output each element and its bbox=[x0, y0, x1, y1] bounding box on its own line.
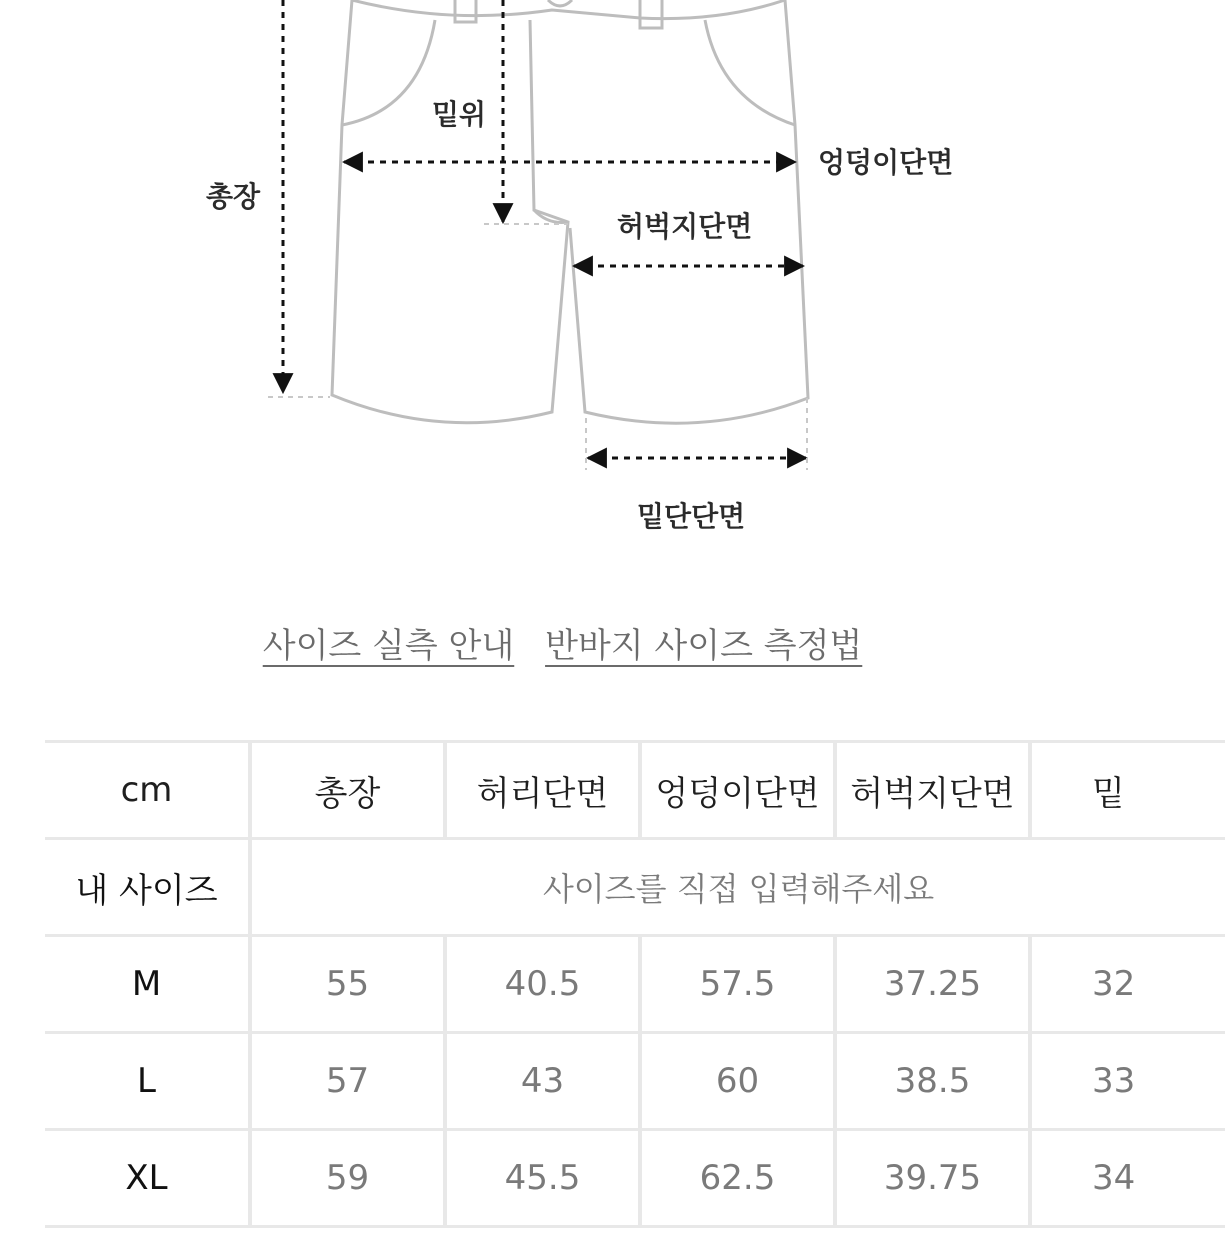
size-label: L bbox=[45, 1033, 250, 1130]
table-cell: 55 bbox=[250, 936, 445, 1033]
unit-header: cm bbox=[45, 742, 250, 839]
size-guide-link[interactable]: 사이즈 실측 안내 bbox=[262, 626, 515, 666]
table-row bbox=[45, 1130, 1225, 1227]
table-cell: 39.75 bbox=[835, 1130, 1030, 1227]
table-row bbox=[45, 1033, 1225, 1130]
shorts-measurement-diagram bbox=[0, 0, 1125, 580]
table-cell: 33 bbox=[1030, 1033, 1225, 1130]
table-cell: 59 bbox=[250, 1130, 445, 1227]
table-cell: 37.25 bbox=[835, 936, 1030, 1033]
column-header: 엉덩이단면 bbox=[640, 742, 835, 839]
table-cell: 62.5 bbox=[640, 1130, 835, 1227]
table-cell: 43 bbox=[445, 1033, 640, 1130]
column-header: 밑 bbox=[1030, 742, 1225, 839]
size-table bbox=[45, 740, 1225, 1228]
table-cell: 38.5 bbox=[835, 1033, 1030, 1130]
size-label: XL bbox=[45, 1130, 250, 1227]
measure-method-link[interactable]: 반바지 사이즈 측정법 bbox=[545, 626, 863, 666]
hem-label: 밑단단면 bbox=[637, 500, 746, 533]
table-cell: 57 bbox=[250, 1033, 445, 1130]
column-header: 허벅지단면 bbox=[835, 742, 1030, 839]
my-size-input[interactable]: 사이즈를 직접 입력해주세요 bbox=[250, 839, 1225, 936]
column-header: 허리단면 bbox=[445, 742, 640, 839]
table-cell: 32 bbox=[1030, 936, 1225, 1033]
thigh-label: 허벅지단면 bbox=[617, 210, 753, 243]
hip-label: 엉덩이단면 bbox=[818, 146, 954, 179]
my-size-label: 내 사이즈 bbox=[45, 839, 250, 936]
table-row bbox=[45, 936, 1225, 1033]
column-header: 총장 bbox=[250, 742, 445, 839]
table-cell: 40.5 bbox=[445, 936, 640, 1033]
total-length-label: 총장 bbox=[206, 180, 261, 213]
table-header-row bbox=[45, 742, 1225, 839]
table-cell: 45.5 bbox=[445, 1130, 640, 1227]
table-cell: 60 bbox=[640, 1033, 835, 1130]
table-cell: 34 bbox=[1030, 1130, 1225, 1227]
rise-label: 밑위 bbox=[432, 98, 487, 131]
size-label: M bbox=[45, 936, 250, 1033]
size-guide-links bbox=[0, 618, 1125, 667]
table-cell: 57.5 bbox=[640, 936, 835, 1033]
my-size-row bbox=[45, 839, 1225, 936]
